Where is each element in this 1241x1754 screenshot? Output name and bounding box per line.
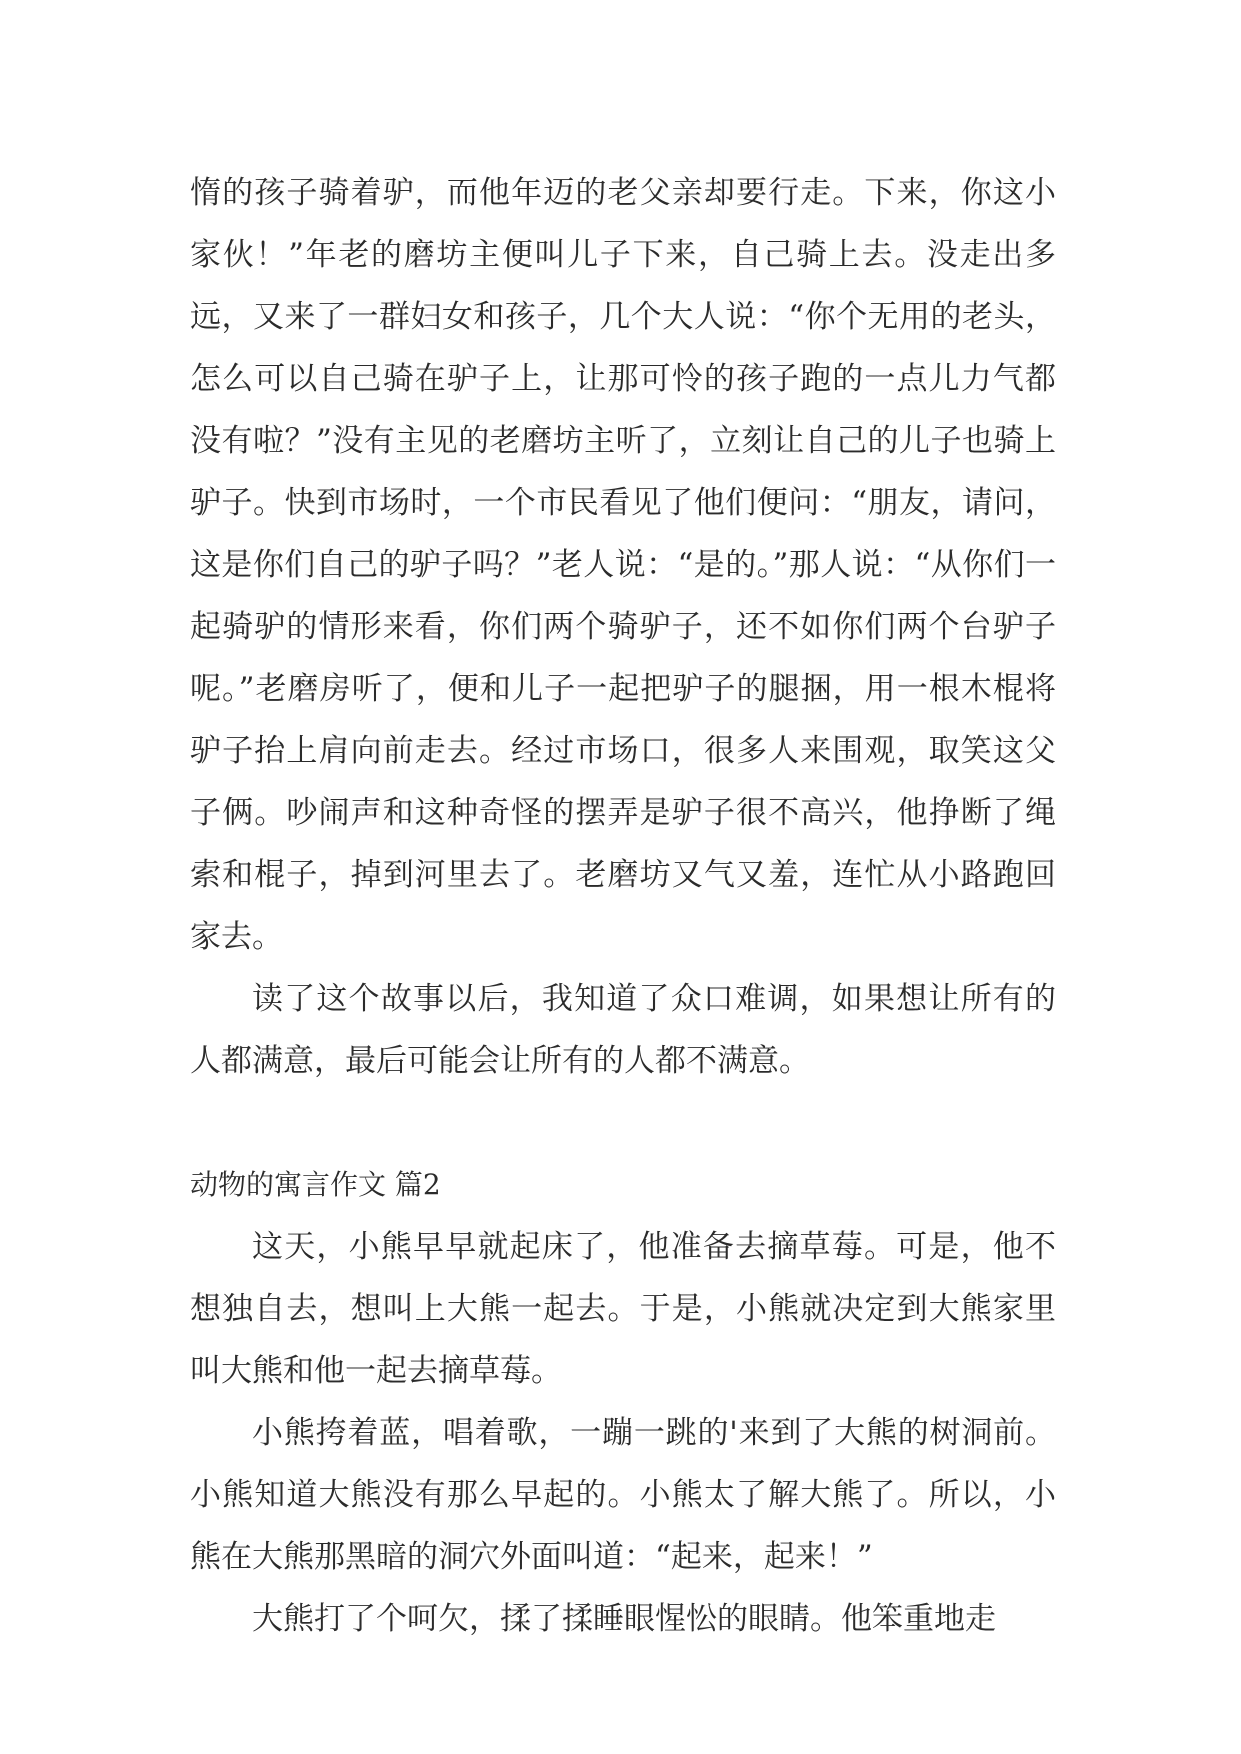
paragraph-bear-visit: 小熊挎着蓝，唱着歌，一蹦一跳的'来到了大熊的树洞前。小熊知道大熊没有那么早起的。小熊太了解大熊了。所以，小熊在大熊那黑暗的洞穴外面叫道：“起来，起来！” xyxy=(190,1415,1056,1575)
document-body xyxy=(190,162,1056,1650)
paragraph-bear-intro: 这天，小熊早早就起床了，他准备去摘草莓。可是，他不想独自去，想叫上大熊一起去。于是，小熊就决定到大熊家里叫大熊和他一起去摘草莓。 xyxy=(190,1229,1056,1389)
paragraph-moral: 读了这个故事以后，我知道了众口难调，如果想让所有的人都满意，最后可能会让所有的人都不满意。 xyxy=(190,981,1056,1079)
paragraph-story-continuation: 惰的孩子骑着驴，而他年迈的老父亲却要行走。下来，你这小家伙！”年老的磨坊主便叫儿子下来，自己骑上去。没走出多远，又来了一群妇女和孩子，几个大人说：“你个无用的老头，怎么可以自己骑在驴子上，让那可怜的孩子跑的一点儿力气都没有啦？”没有主见的老磨坊主听了，立刻让自己的儿子也骑上驴子。快到市场时，一个市民看见了他们便问：“朋友，请问，这是你们自己的驴子吗？”老人说：“是的。”那人说：“从你们一起骑驴的情形来看，你们两个骑驴子，还不如你们两个台驴子呢。”老磨房听了，便和儿子一起把驴子的腿捆，用一根木棍将驴子抬上肩向前走去。经过市场口，很多人来围观，取笑这父子俩。吵闹声和这种奇怪的摆弄是驴子很不高兴，他挣断了绳索和棍子，掉到河里去了。老磨坊又气又羞，连忙从小路跑回家去。 xyxy=(190,175,1056,955)
paragraph-bear-wakes: 大熊打了个呵欠，揉了揉睡眼惺忪的眼睛。他笨重地走 xyxy=(252,1601,996,1637)
section-heading: 动物的寓言作文 篇2 xyxy=(190,1168,441,1201)
